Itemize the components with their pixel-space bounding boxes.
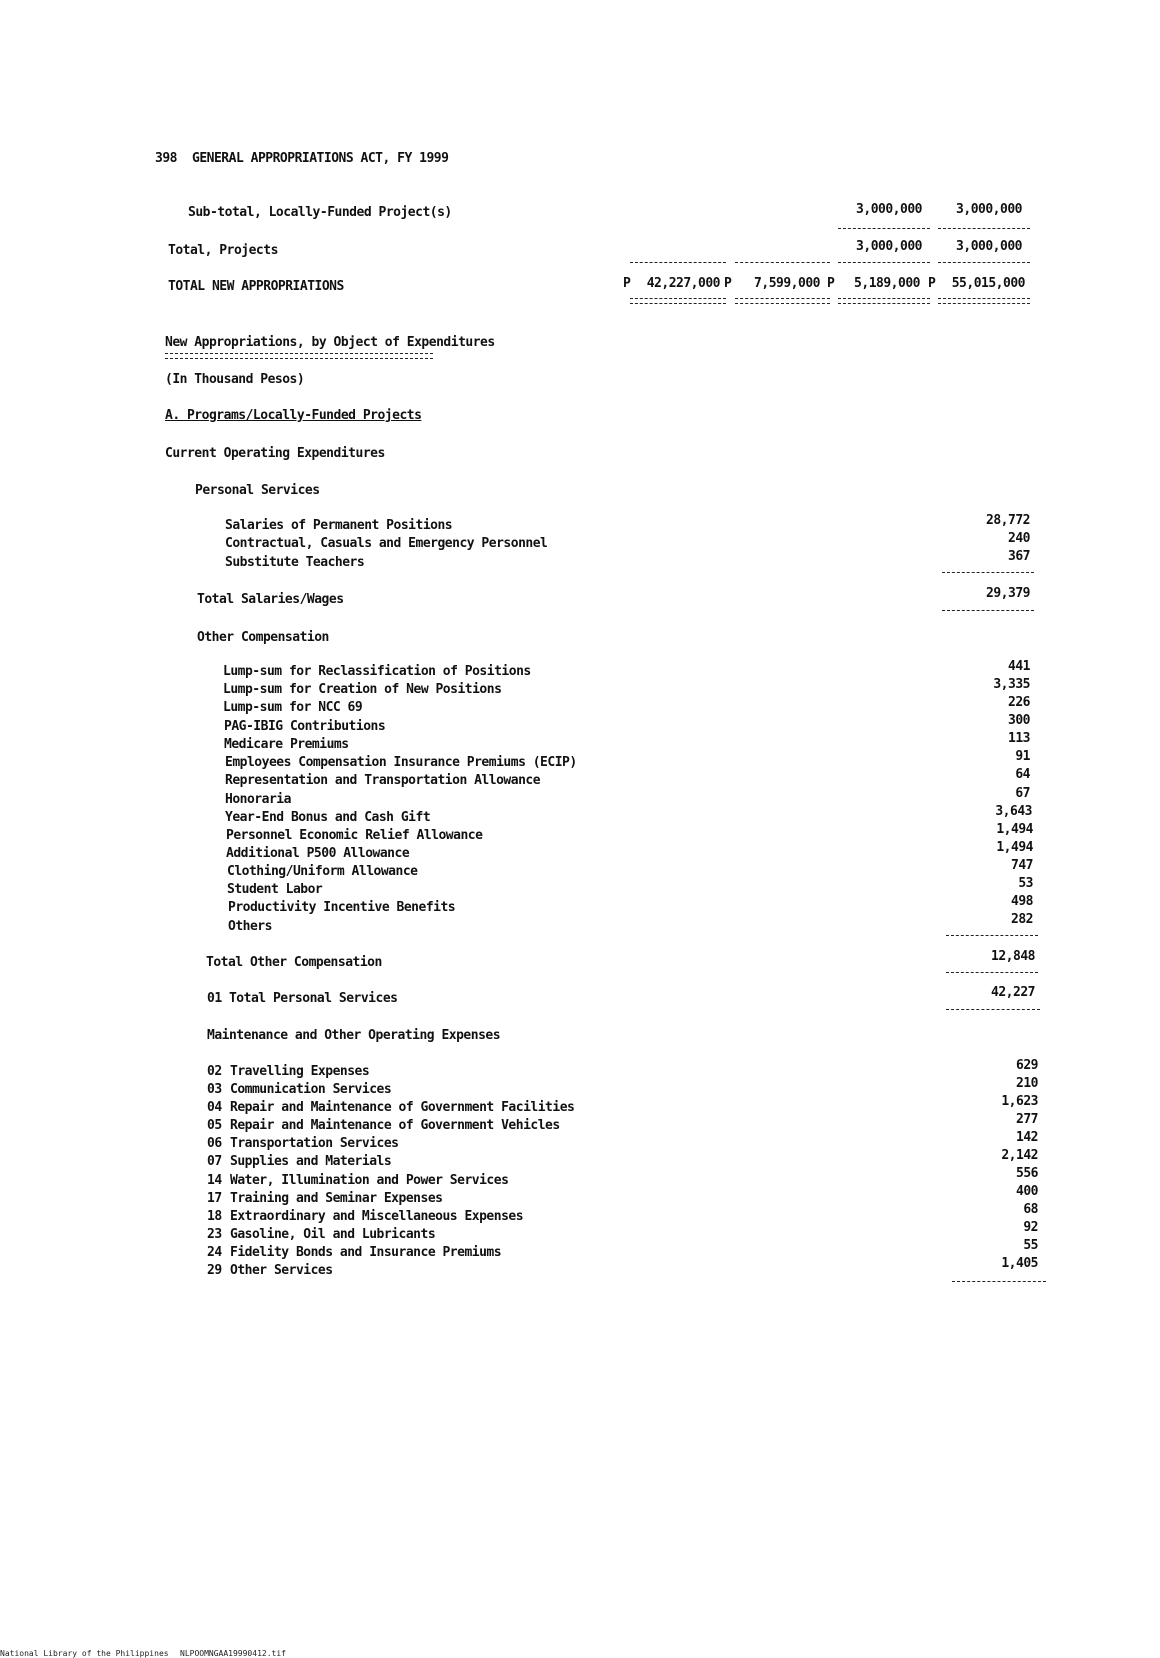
rule [630,262,726,263]
line-item-value: 556 [1016,1166,1038,1181]
line-item-value: 629 [1016,1058,1038,1073]
line-item-value: 53 [1018,876,1033,891]
rule [838,228,930,229]
line-item-value: 226 [1008,695,1030,710]
total-new-appropriations-label: TOTAL NEW APPROPRIATIONS [168,279,344,294]
double-rule [838,298,930,304]
line-item-value: 400 [1016,1184,1038,1199]
line-item-value: 91 [1015,749,1030,764]
line-item-label: Water, Illumination and Power Services [230,1173,509,1188]
subsection-a-heading: A. Programs/Locally-Funded Projects [165,408,422,423]
line-item-value: 3,643 [995,804,1032,819]
personal-services-heading: Personal Services [195,483,320,498]
total-new-value-col2: 7,599,000 [754,276,820,291]
total-projects-label: Total, Projects [168,243,278,258]
currency-symbol: P [928,276,936,291]
object-code: 06 [207,1136,222,1151]
object-code: 07 [207,1154,222,1169]
line-item-value: 92 [1023,1220,1038,1235]
subtotal-value-col4: 3,000,000 [956,202,1022,217]
total-projects-value-col3: 3,000,000 [856,239,922,254]
rule [946,972,1038,973]
total-personal-services-label: 01 Total Personal Services [207,991,398,1006]
line-item-value: 277 [1016,1112,1038,1127]
total-new-value-col1: 42,227,000 [646,276,720,291]
object-code: 18 [207,1209,222,1224]
total-salaries-value: 29,379 [986,586,1030,601]
line-item-label: Repair and Maintenance of Government Facilities [230,1100,575,1115]
object-code: 02 [207,1064,222,1079]
line-item-value: 3,335 [993,677,1030,692]
line-item-label: Medicare Premiums [224,737,349,752]
line-item-value: 1,623 [1001,1094,1038,1109]
line-item-label: Communication Services [230,1082,392,1097]
object-code: 24 [207,1245,222,1260]
line-item-label: Transportation Services [230,1136,399,1151]
line-item-label: Clothing/Uniform Allowance [227,864,418,879]
section-heading: New Appropriations, by Object of Expenditures [165,335,495,350]
line-item-label: Extraordinary and Miscellaneous Expenses [230,1209,524,1224]
object-code: 17 [207,1191,222,1206]
line-item-value: 142 [1016,1130,1038,1145]
line-item-value: 68 [1023,1202,1038,1217]
line-item-value: 300 [1008,713,1030,728]
total-other-compensation-label: Total Other Compensation [206,955,382,970]
line-item-value: 113 [1008,731,1030,746]
rule [838,262,930,263]
line-item-value: 2,142 [1001,1148,1038,1163]
current-operating-heading: Current Operating Expenditures [165,446,385,461]
line-item-value: 282 [1011,912,1033,927]
line-item-label: Year-End Bonus and Cash Gift [225,810,431,825]
object-code: 14 [207,1173,222,1188]
line-item-label: Honoraria [225,792,291,807]
mooe-heading: Maintenance and Other Operating Expenses [207,1028,501,1043]
total-new-value-col3: 5,189,000 [854,276,920,291]
total-projects-value-col4: 3,000,000 [956,239,1022,254]
rule [942,572,1034,573]
line-item-label: Fidelity Bonds and Insurance Premiums [230,1245,502,1260]
footer-filename: NLPOOMNGAA19990412.tif [180,1649,286,1658]
unit-note: (In Thousand Pesos) [165,372,305,387]
currency-symbol: P [827,276,835,291]
rule [952,1281,1046,1282]
line-item-value: 210 [1016,1076,1038,1091]
double-rule [165,353,433,359]
object-code: 05 [207,1118,222,1133]
page-header-title: GENERAL APPROPRIATIONS ACT, FY 1999 [192,151,449,166]
double-rule [735,298,830,304]
other-compensation-heading: Other Compensation [197,630,329,645]
object-code: 03 [207,1082,222,1097]
line-item-label: Employees Compensation Insurance Premiums (ECIP) [225,755,577,770]
line-item-value: 55 [1023,1238,1038,1253]
line-item-label: Travelling Expenses [230,1064,370,1079]
rule [938,228,1030,229]
line-item-label: Other Services [230,1263,333,1278]
rule [938,262,1030,263]
line-item-label: Lump-sum for NCC 69 [223,700,363,715]
line-item-label: Salaries of Permanent Positions [225,518,453,533]
total-new-value-col4: 55,015,000 [951,276,1025,291]
total-other-compensation-value: 12,848 [991,949,1035,964]
line-item-label: PAG-IBIG Contributions [224,719,386,734]
line-item-value: 498 [1011,894,1033,909]
currency-symbol: P [623,276,631,291]
line-item-value: 1,494 [996,840,1033,855]
line-item-value: 441 [1008,659,1030,674]
line-item-value: 64 [1015,767,1030,782]
currency-symbol: P [724,276,732,291]
subtotal-value-col3: 3,000,000 [856,202,922,217]
line-item-label: Personnel Economic Relief Allowance [226,828,483,843]
line-item-value: 67 [1015,786,1030,801]
line-item-value: 1,405 [1001,1256,1038,1271]
line-item-label: Supplies and Materials [230,1154,392,1169]
line-item-label: Training and Seminar Expenses [230,1191,443,1206]
rule [946,935,1038,936]
subtotal-label: Sub-total, Locally-Funded Project(s) [188,205,452,220]
footer-library: National Library of the Philippines [0,1649,169,1658]
double-rule [938,298,1030,304]
double-rule [630,298,726,304]
line-item-label: Lump-sum for Reclassification of Positions [223,664,531,679]
total-personal-services-value: 42,227 [991,985,1035,1000]
line-item-label: Substitute Teachers [225,555,365,570]
line-item-label: Repair and Maintenance of Government Vehicles [230,1118,560,1133]
object-code: 04 [207,1100,222,1115]
line-item-label: Representation and Transportation Allowance [225,773,541,788]
line-item-value: 28,772 [986,513,1030,528]
page-number: 398 [155,151,177,166]
line-item-label: Lump-sum for Creation of New Positions [223,682,502,697]
line-item-label: Gasoline, Oil and Lubricants [230,1227,436,1242]
line-item-label: Contractual, Casuals and Emergency Personnel [225,536,548,551]
line-item-value: 747 [1011,858,1033,873]
rule [735,262,830,263]
line-item-label: Student Labor [227,882,323,897]
line-item-value: 1,494 [996,822,1033,837]
object-code: 29 [207,1263,222,1278]
line-item-value: 240 [1008,531,1030,546]
line-item-label: Additional P500 Allowance [226,846,410,861]
rule [946,1009,1040,1010]
line-item-label: Others [228,919,272,934]
total-salaries-label: Total Salaries/Wages [197,592,344,607]
object-code: 23 [207,1227,222,1242]
rule [942,610,1034,611]
line-item-label: Productivity Incentive Benefits [228,900,456,915]
line-item-value: 367 [1008,549,1030,564]
